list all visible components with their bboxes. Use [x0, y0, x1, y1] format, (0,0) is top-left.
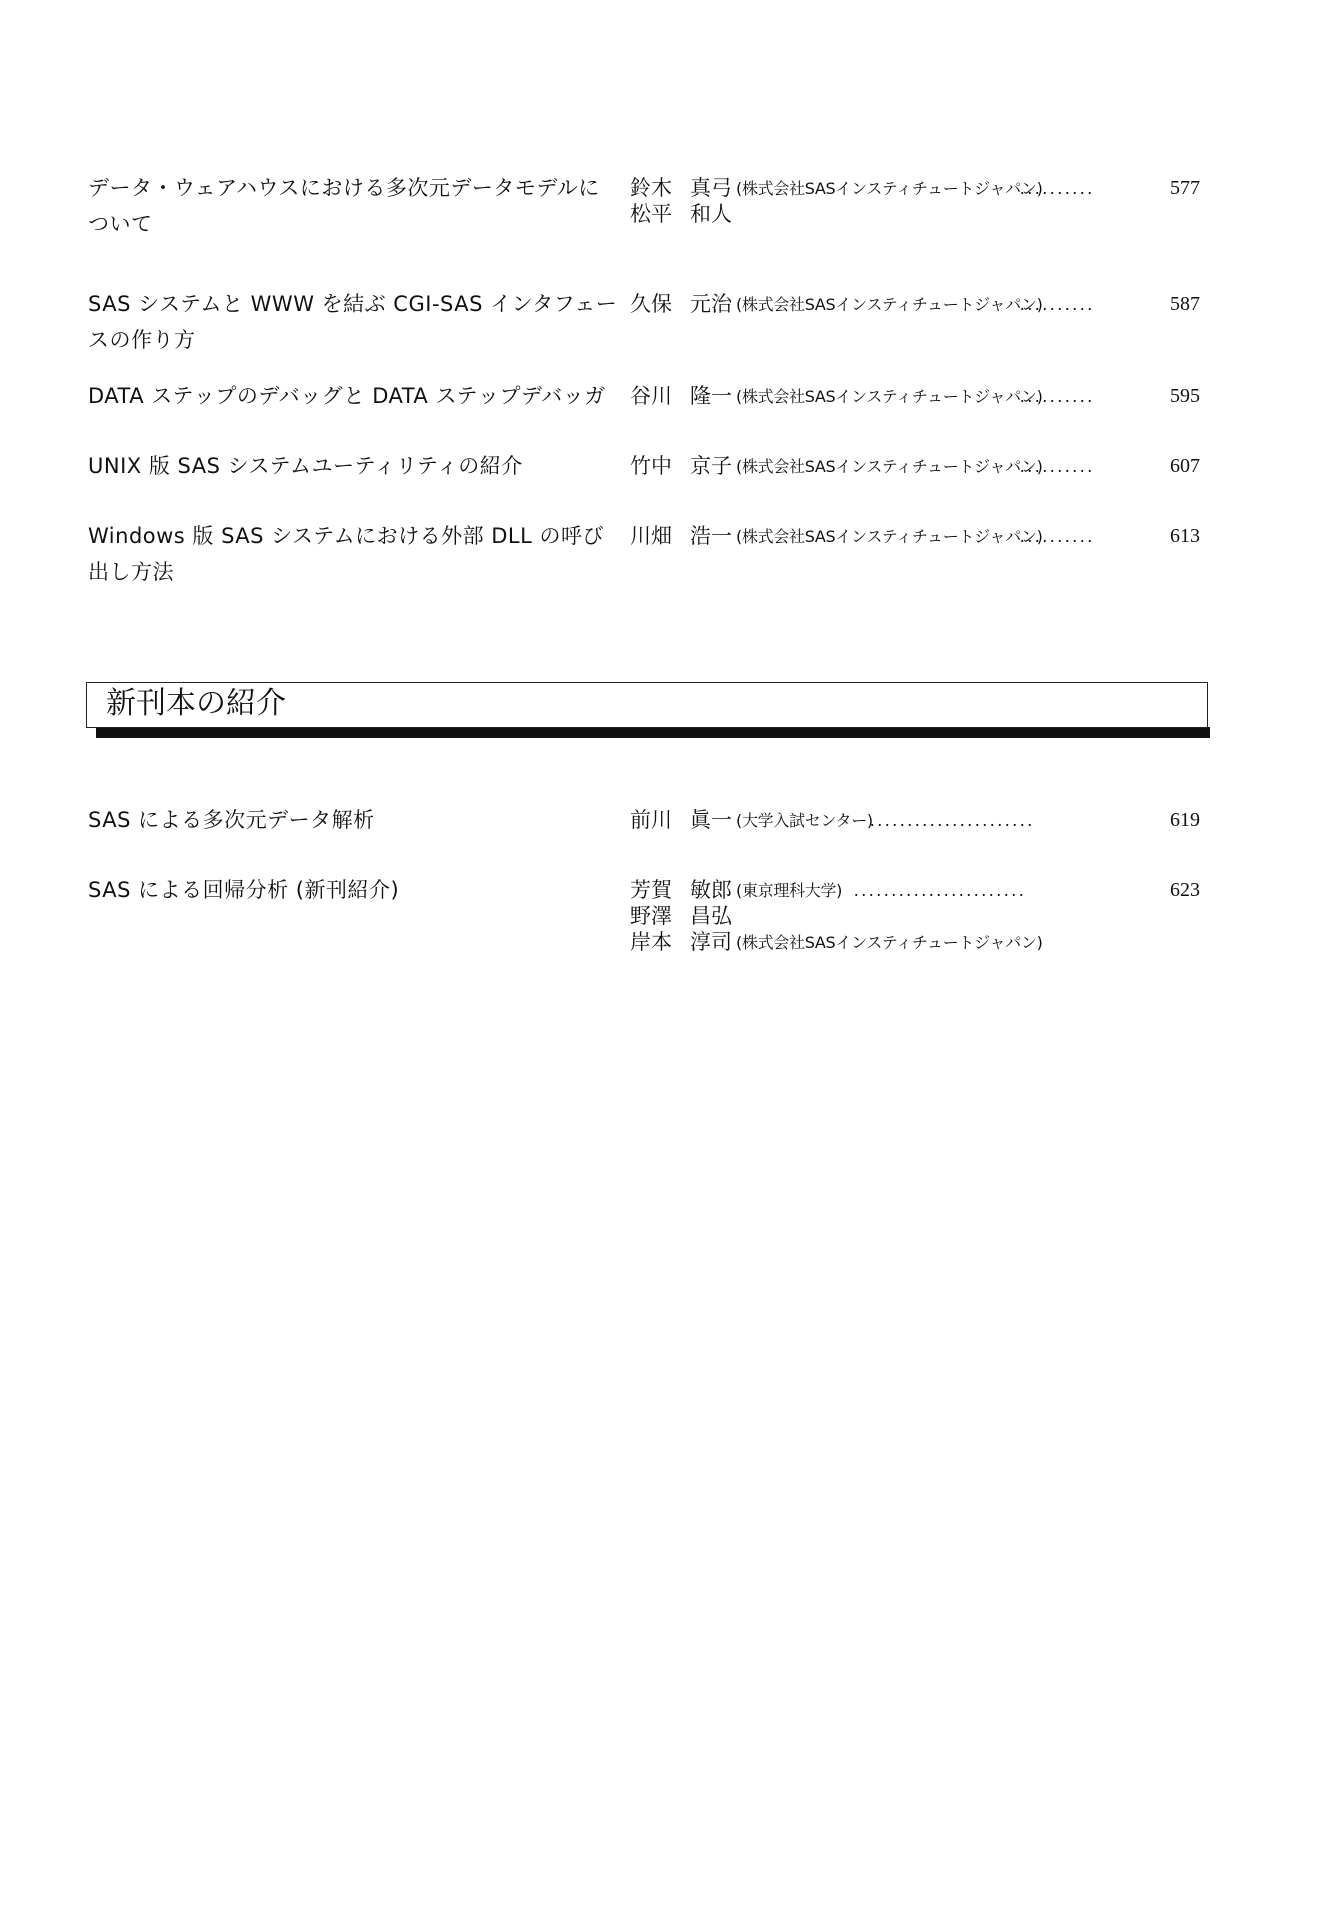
author-affiliation: (株式会社SASインスティチュートジャパン) — [736, 179, 1043, 198]
author-row — [630, 453, 1208, 479]
author-row — [630, 929, 1208, 955]
entry-authors — [630, 453, 1208, 479]
leader-dots: ...................... — [870, 810, 1035, 830]
author-row — [630, 175, 1208, 201]
author-surname: 谷川 — [630, 384, 672, 408]
author-given-name: 隆一 — [690, 384, 732, 408]
entry-title-line: SAS による多次元データ解析 — [88, 808, 375, 832]
page-number: 613 — [1170, 525, 1200, 547]
author-surname: 前川 — [630, 808, 672, 832]
entry-authors — [630, 383, 1208, 409]
page-number: 577 — [1170, 177, 1200, 199]
entry-authors — [630, 523, 1208, 549]
page-number: 595 — [1170, 385, 1200, 407]
author-given-name: 昌弘 — [690, 904, 732, 928]
author-row — [630, 383, 1208, 409]
author-affiliation: (株式会社SASインスティチュートジャパン) — [736, 295, 1043, 314]
author-surname: 竹中 — [630, 454, 672, 478]
entry-title-line: スの作り方 — [88, 328, 196, 352]
author-surname: 芳賀 — [630, 878, 672, 902]
entry-title — [88, 170, 628, 242]
author-surname: 岸本 — [630, 930, 672, 954]
author-surname: 松平 — [630, 202, 672, 226]
entry-title — [88, 518, 628, 590]
section-title: 新刊本の紹介 — [106, 686, 286, 721]
entry-title-line: UNIX 版 SAS システムユーティリティの紹介 — [88, 454, 523, 478]
page-number: 607 — [1170, 455, 1200, 477]
entry-title — [88, 802, 628, 838]
author-surname: 久保 — [630, 292, 672, 316]
entry-authors — [630, 175, 1208, 227]
author-given-name: 浩一 — [690, 524, 732, 548]
entry-title-line: DATA ステップのデバッグと DATA ステップデバッガ — [88, 384, 606, 408]
author-given-name: 和人 — [690, 202, 732, 226]
entry-title — [88, 378, 628, 414]
author-row — [630, 807, 1208, 833]
author-given-name: 淳司 — [690, 930, 732, 954]
entry-title — [88, 872, 628, 908]
entry-authors — [630, 291, 1208, 317]
section-header-shadow — [96, 727, 1210, 738]
entry-authors — [630, 807, 1208, 833]
entry-title — [88, 286, 628, 358]
leader-dots: .......... — [1020, 456, 1095, 476]
leader-dots: .......... — [1020, 178, 1095, 198]
leader-dots: ....................... — [854, 880, 1027, 900]
entry-title-line: データ・ウェアハウスにおける多次元データモデルに — [88, 176, 600, 200]
author-affiliation: (株式会社SASインスティチュートジャパン) — [736, 387, 1043, 406]
author-given-name: 敏郎 — [690, 878, 732, 902]
entry-authors — [630, 877, 1208, 955]
author-affiliation: (株式会社SASインスティチュートジャパン) — [736, 933, 1043, 952]
author-given-name: 真弓 — [690, 176, 732, 200]
page-number: 623 — [1170, 879, 1200, 901]
entry-title-line: Windows 版 SAS システムにおける外部 DLL の呼び — [88, 524, 605, 548]
leader-dots: .......... — [1020, 386, 1095, 406]
leader-dots: .......... — [1020, 294, 1095, 314]
entry-title-line: ついて — [88, 212, 153, 236]
author-affiliation: (株式会社SASインスティチュートジャパン) — [736, 527, 1043, 546]
entry-title-line: SAS システムと WWW を結ぶ CGI-SAS インタフェー — [88, 292, 618, 316]
page-number: 619 — [1170, 809, 1200, 831]
author-surname: 鈴木 — [630, 176, 672, 200]
author-affiliation: (株式会社SASインスティチュートジャパン) — [736, 457, 1043, 476]
author-row — [630, 523, 1208, 549]
author-given-name: 京子 — [690, 454, 732, 478]
author-given-name: 元治 — [690, 292, 732, 316]
entry-title-line: SAS による回帰分析 (新刊紹介) — [88, 878, 400, 902]
author-row — [630, 291, 1208, 317]
leader-dots: .......... — [1020, 526, 1095, 546]
author-affiliation: (東京理科大学) — [736, 881, 843, 900]
author-row — [630, 877, 1208, 903]
author-given-name: 眞一 — [690, 808, 732, 832]
author-affiliation: (大学入試センター) — [736, 811, 873, 830]
entry-title-line: 出し方法 — [88, 560, 174, 584]
author-surname: 川畑 — [630, 524, 672, 548]
author-surname: 野澤 — [630, 904, 672, 928]
author-row — [630, 903, 1208, 929]
author-row — [630, 201, 1208, 227]
entry-title — [88, 448, 628, 484]
page-number: 587 — [1170, 293, 1200, 315]
